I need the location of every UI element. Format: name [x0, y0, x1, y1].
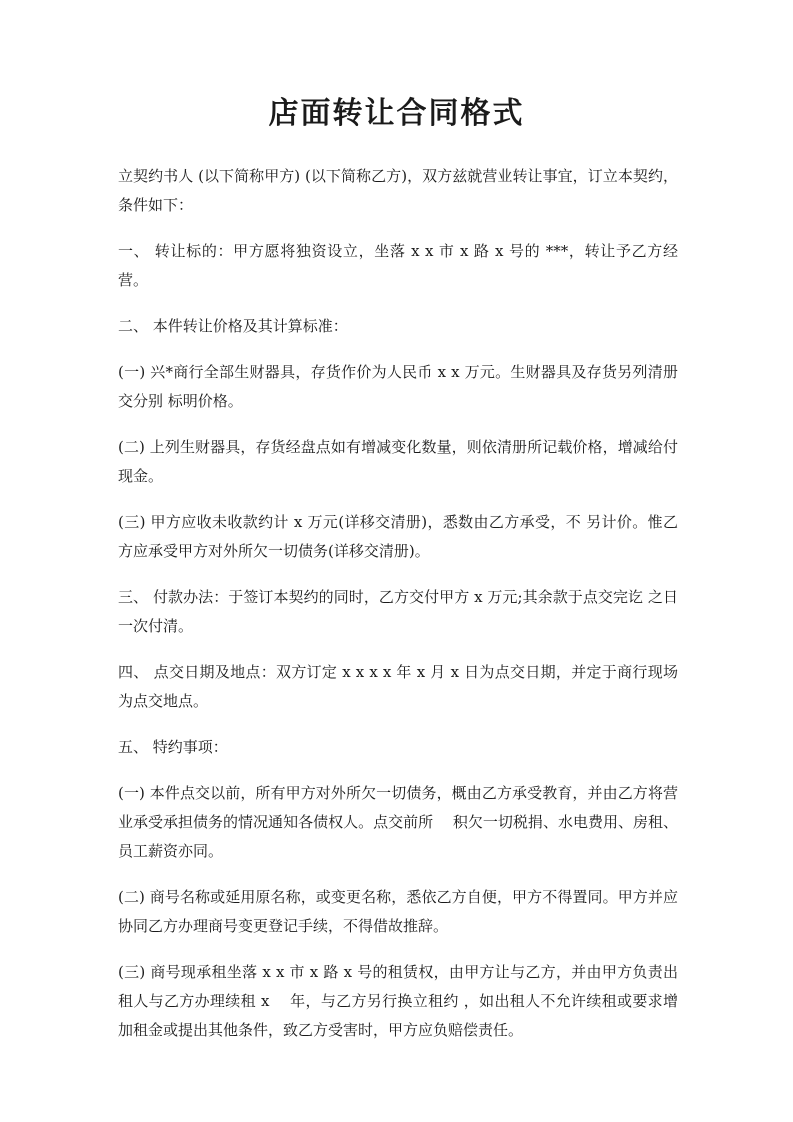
- document-body: [118, 162, 678, 1062]
- paragraph-clause-4: 四、 点交日期及地点：双方订定 x x x x 年 x 月 x 日为点交日期，并定于商行现场为点交地点。: [118, 663, 678, 710]
- paragraph-preamble: 立契约书人 (以下简称甲方) (以下简称乙方)，双方兹就营业转让事宜，订立本契约，条件如下：: [118, 167, 678, 214]
- paragraph-clause-1: 一、 转让标的：甲方愿将独资设立，坐落 x x 市 x 路 x 号的 ***，转让予乙方经营。: [118, 242, 678, 289]
- paragraph-clause-2-item-2: (二) 上列生财器具，存货经盘点如有增减变化数量，则依清册所记载价格，增减给付现金。: [118, 438, 678, 485]
- document-title: 店面转让合同格式: [268, 96, 525, 131]
- paragraph-clause-5-item-2: (二) 商号名称或延用原名称，或变更名称，悉依乙方自便，甲方不得置同。甲方并应协同乙方办理商号变更登记手续，不得借故推辞。: [118, 888, 678, 935]
- paragraph-clause-2-item-1: (一) 兴*商行全部生财器具，存货作价为人民币 x x 万元。生财器具及存货另列清册交分别 标明价格。: [118, 363, 678, 410]
- paragraph-clause-5-item-1: (一) 本件点交以前，所有甲方对外所欠一切债务，概由乙方承受教育，并由乙方将营业承受承担债务的情况通知各债权人。点交前所 积欠一切税捐、水电费用、房租、员工薪资亦同。: [118, 784, 678, 860]
- paragraph-clause-5: 五、 特约事项：: [118, 738, 228, 756]
- paragraph-clause-2: 二、 本件转让价格及其计算标准：: [118, 317, 348, 335]
- paragraph-clause-2-item-3: (三) 甲方应收未收款约计 x 万元(详移交清册)，悉数由乙方承受，不 另计价。惟乙方应承受甲方对外所欠一切债务(详移交清册)。: [118, 513, 678, 560]
- paragraph-clause-3: 三、 付款办法：于签订本契约的同时，乙方交付甲方 x 万元;其余款于点交完讫 之日一次付清。: [118, 588, 678, 635]
- paragraph-clause-5-item-3: (三) 商号现承租坐落 x x 市 x 路 x 号的租赁权，由甲方让与乙方，并由甲方负责出租人与乙方办理续租 x 年，与乙方另行换立租约 ，如出租人不允许续租或要求增加租金或提出其他条件，致乙方受害时，甲方应负赔偿责任。: [118, 963, 678, 1039]
